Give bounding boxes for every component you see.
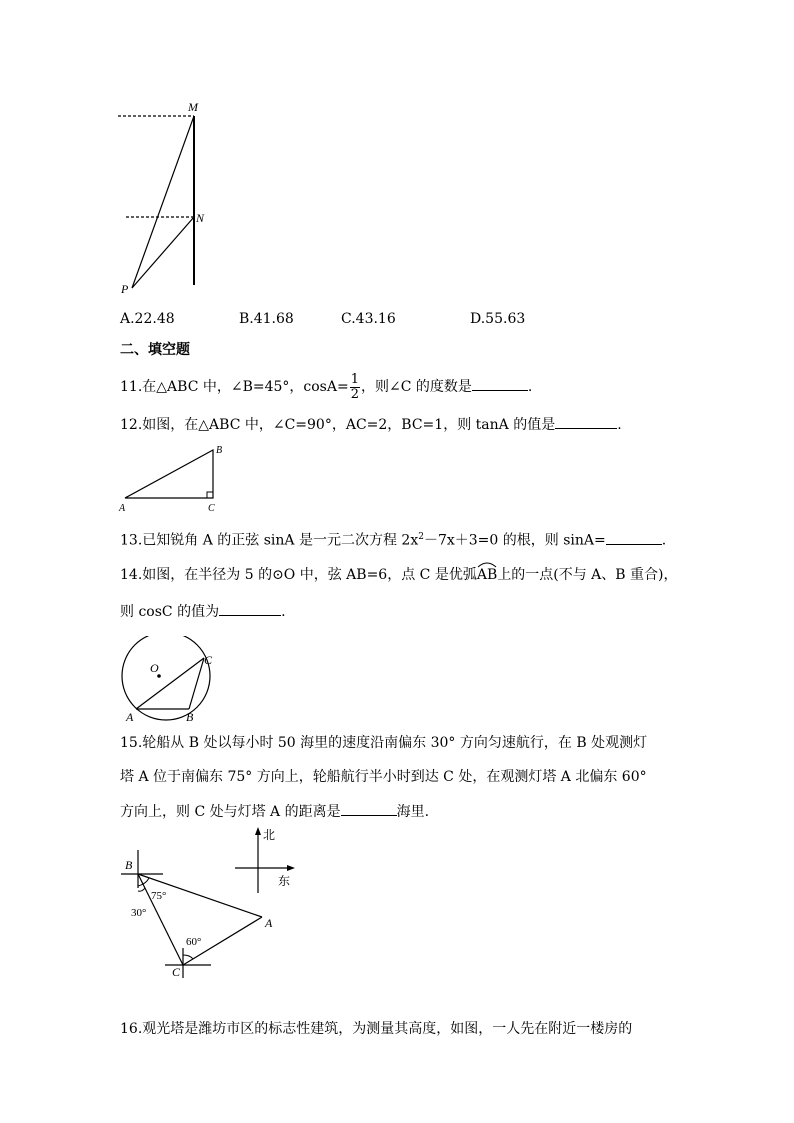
label-b: B bbox=[216, 445, 223, 456]
q12-text: 12.如图，在△ABC 中，∠C=90°，AC=2，BC=1，则 tanA 的值是 bbox=[120, 417, 556, 433]
q15-text-line-3-end: 海里. bbox=[396, 804, 430, 820]
arc-mark-icon bbox=[477, 561, 497, 568]
label-n: N bbox=[196, 211, 205, 225]
q14-text-pre: 14.如图，在半径为 5 的⊙O 中，弦 AB=6，点 C 是优弧 bbox=[120, 567, 477, 583]
question-14-line-2 bbox=[120, 601, 286, 622]
q15-text-line-3: 方向上，则 C 处与灯塔 A 的距离是 bbox=[120, 804, 341, 820]
question-15-line-3 bbox=[120, 801, 429, 822]
figure-circle bbox=[112, 636, 222, 726]
q14-text-line-2: 则 cosC 的值为 bbox=[120, 604, 220, 620]
section-heading: 二、填空题 bbox=[120, 342, 190, 358]
q13-superscript: 2 bbox=[418, 532, 424, 542]
q15-answer-blank[interactable] bbox=[341, 801, 397, 816]
q14-end: . bbox=[281, 604, 286, 620]
line-pn bbox=[132, 217, 194, 288]
chord-ac bbox=[136, 658, 204, 709]
label-b: B bbox=[186, 710, 194, 724]
q12-answer-blank[interactable] bbox=[555, 414, 617, 429]
north-arrow-icon bbox=[255, 827, 261, 835]
label-o: O bbox=[150, 661, 159, 675]
q11-fraction-num: 1 bbox=[350, 371, 359, 387]
q11-fraction bbox=[350, 373, 360, 402]
question-15-line-1: 15.轮船从 B 处以每小时 50 海里的速度沿南偏东 30° 方向匀速航行，在 B 处观测灯 bbox=[120, 735, 648, 751]
question-12 bbox=[120, 414, 622, 435]
q10-option-d: D.55.63 bbox=[470, 311, 526, 327]
label-b: B bbox=[125, 858, 133, 872]
q10-option-a: A.22.48 bbox=[120, 311, 175, 327]
angle-30: 30° bbox=[131, 907, 147, 919]
circle-o bbox=[122, 636, 210, 720]
question-11 bbox=[120, 372, 532, 402]
q11-answer-blank[interactable] bbox=[472, 376, 528, 391]
east-arrow-icon bbox=[287, 865, 295, 871]
q13-answer-blank[interactable] bbox=[606, 530, 662, 545]
q13-text-post: －7x＋3=0 的根，则 sinA= bbox=[423, 532, 606, 549]
triangle-abc bbox=[125, 450, 213, 498]
q14-arc-label: AB bbox=[476, 567, 498, 583]
figure-navigation bbox=[115, 825, 300, 985]
angle-75: 75° bbox=[151, 890, 167, 902]
right-angle-mark bbox=[207, 492, 213, 498]
arc-60 bbox=[183, 955, 193, 959]
q14-text-post: 上的一点(不与 A、B 重合)， bbox=[497, 567, 678, 583]
label-c: C bbox=[172, 965, 181, 979]
q11-text-post: ，则∠C 的度数是 bbox=[361, 379, 472, 395]
compass-east: 东 bbox=[278, 874, 291, 888]
compass-north: 北 bbox=[263, 828, 276, 842]
label-c: C bbox=[208, 503, 215, 514]
figure-right-triangle bbox=[115, 440, 235, 515]
q11-text-pre: 11.在△ABC 中，∠B=45°，cosA= bbox=[120, 379, 349, 395]
q13-text-pre: 13.已知锐角 A 的正弦 sinA 是一元二次方程 2x bbox=[120, 532, 419, 549]
angle-60: 60° bbox=[186, 936, 202, 948]
figure-mnp bbox=[110, 95, 220, 300]
label-m: M bbox=[188, 100, 198, 114]
q14-arc bbox=[477, 565, 497, 585]
question-13 bbox=[120, 527, 666, 551]
line-pm bbox=[132, 116, 194, 288]
q12-end: . bbox=[617, 417, 622, 433]
label-a: A bbox=[265, 916, 273, 930]
label-c: C bbox=[204, 653, 213, 667]
question-15-line-2: 塔 A 位于南偏东 75° 方向上，轮船航行半小时到达 C 处，在观测灯塔 A 北偏东 60° bbox=[120, 769, 647, 785]
label-a: A bbox=[119, 503, 126, 514]
question-16-line-1: 16.观光塔是潍坊市区的标志性建筑，为测量其高度，如图，一人先在附近一楼房的 bbox=[120, 1021, 633, 1037]
q10-option-b: B.41.68 bbox=[239, 311, 294, 327]
q13-end: . bbox=[661, 532, 667, 549]
q11-fraction-den: 2 bbox=[350, 386, 359, 402]
q10-option-c: C.43.16 bbox=[341, 311, 396, 327]
label-p: P bbox=[121, 282, 129, 296]
arc-30 bbox=[138, 888, 145, 891]
question-14-line-1 bbox=[120, 565, 677, 585]
label-a: A bbox=[126, 710, 134, 724]
q14-answer-blank[interactable] bbox=[219, 601, 281, 616]
q11-end: . bbox=[527, 379, 533, 395]
